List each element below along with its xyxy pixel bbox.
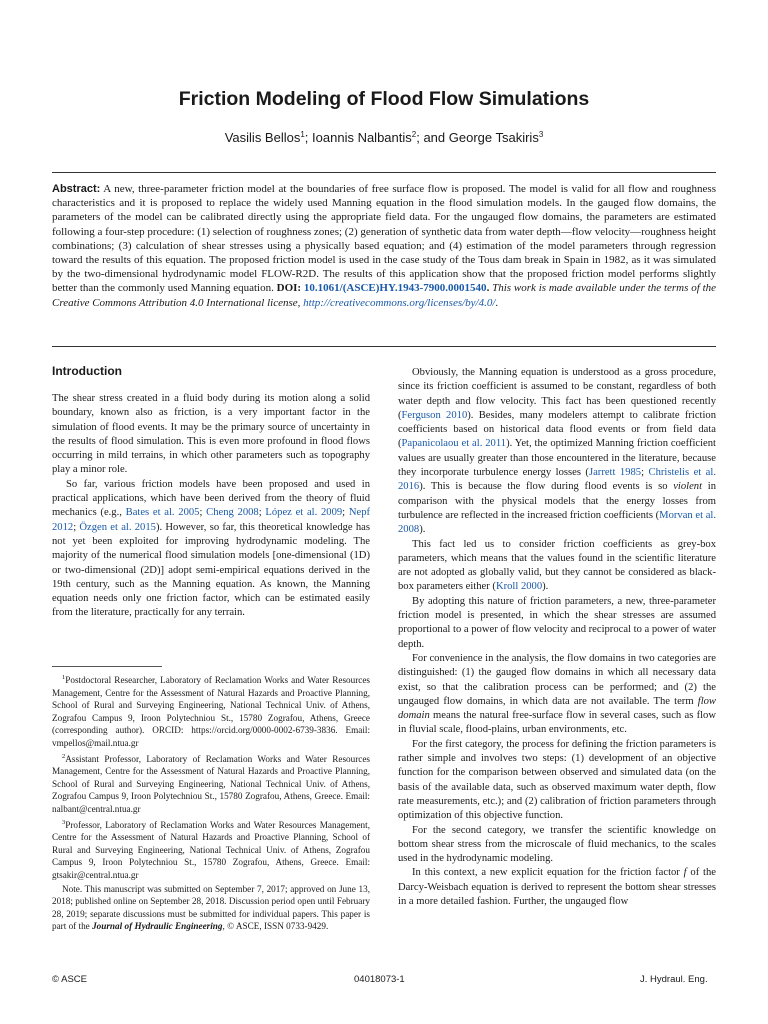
author-separator: ; [304, 130, 313, 145]
footnote-rule [52, 666, 162, 667]
author-name: George Tsakiris [448, 130, 539, 145]
text-run: ; [641, 467, 649, 479]
text-run: ; [342, 507, 349, 519]
author-line [0, 130, 768, 145]
right-paragraph-5: For the first category, the process for defining the friction parameters is rather simple and involves two steps: (1) development of an objective function for the comparison between observed and simulated data (on the basis of the available data, such as observed maximum water depth, flow rate measurements, etc.); and (2) calibration of friction parameters through optimization of this objective function. [398, 738, 716, 822]
doi-period: . [486, 282, 490, 295]
citation-link[interactable]: Ferguson 2010 [401, 409, 468, 421]
abstract-label: Abstract: [52, 183, 101, 195]
citation-link[interactable]: Kroll 2000 [495, 581, 543, 593]
affiliation-marker: 3 [538, 130, 544, 139]
license-period: . [495, 296, 499, 309]
text-run: Obviously, the Manning equation is understood as a gross procedure, since its friction coefficient is assumed to be constant, regardless of both water depth and flow velocity. This fact has been questioned recently ( [398, 367, 716, 421]
text-run: means the natural free-surface flow in several cases, such as flow in fluvial scale, flood-plains, urban environments, etc. [398, 710, 716, 736]
footnote-marker: 1 [62, 674, 66, 681]
citation-link[interactable]: Christelis et al. 2016 [398, 467, 716, 493]
citation-link[interactable]: Nepf 2012 [52, 507, 371, 533]
footnote-marker: 2 [62, 752, 66, 760]
text-run: ; [258, 507, 266, 519]
right-paragraph-2 [398, 538, 716, 595]
license-url: http://creativecommons.org/licenses/by/4.0/ [303, 296, 496, 309]
emphasis: violent [673, 481, 703, 493]
text-run: In this context, a new explicit equation for the friction factor [412, 867, 684, 879]
text-run: of the Darcy-Weisbach equation is derived to represent the bottom shear stresses in a more detailed fashion. Further, the ungauged flow [398, 867, 716, 907]
math-variable: f [683, 867, 687, 879]
footnote-3 [52, 817, 370, 882]
left-column [52, 364, 370, 621]
text-run: ). This is because the flow during flood events is so [419, 481, 674, 493]
footer-publisher: © ASCE [52, 974, 87, 985]
footnotes [52, 672, 370, 934]
right-paragraph-6: For the second category, we transfer the scientific knowledge on bottom shear stress from the microscale of fluid mechanics, to the scales used in the hydrodynamic modeling. [398, 824, 716, 865]
manuscript-note [52, 883, 370, 933]
emphasis: flow domain [398, 695, 716, 722]
intro-paragraph-1: The shear stress created in a fluid body during its motion along a solid boundary, known also as friction, is a very important factor in the simulation of flood events. It may be the primary source of uncertainty in the results of flood simulation. This is even more profound in flood flows occurring in mild terrains, in which other parameters such as topography play a minor role. [52, 393, 370, 476]
right-paragraph-3: By adopting this nature of friction parameters, a new, three-parameter friction model is presented, in which the shear stresses are assumed proportional to a power of flow velocity and reciprocal to a power of water depth. [398, 595, 716, 650]
citation-link[interactable]: Morvan et al. 2008 [398, 509, 716, 536]
paper-title: Friction Modeling of Flood Flow Simulations [178, 88, 590, 110]
note-text: , © ASCE, ISSN 0733-9429. [222, 921, 329, 932]
author-separator: ; and [416, 130, 449, 145]
right-paragraph-4 [398, 652, 716, 738]
footnote-text: Postdoctoral Researcher, Laboratory of Reclamation Works and Water Resources Management, Centre for the Assessment of Natural Hazards and Proactive Planning, School of Rural and Surveying Engineering, National Technical Univ. of Athens, Zografou Campus 9, Iroon Polytechniou St., 15780 Zografou, Athens, Greece (corresponding author). ORCID: https://orcid.org/0000-0002-6739-3836. Email: vmpellos@mail.ntua.gr [52, 675, 370, 748]
text-run: ; [73, 521, 80, 533]
author-name: Ioannis Nalbantis [312, 130, 412, 145]
footer-journal: J. Hydraul. Eng. [640, 974, 708, 985]
abstract-text: A new, three-parameter friction model at the boundaries of free surface flow is proposed. The model is valid for all flow and roughness characteristics and it is proposed to replace the widely used Manning equation in the flood simulation models. In the gauged flow domains, the parameters of the model can be calibrated directly using the appropriate field data. For the ungauged flow domains, the parameters are estimated following a four-step procedure: (1) selection of roughness zones; (2) generation of synthetic data from water depth—flow velocity—roughness height combinations; (3) calculation of shear stresses using a physically based equation; and (4) estimation of the model parameters through regression toward the results of this equation. The proposed friction model is used in the case study of the Tous dam break in Spain in 1982, as it was simulated by the two-dimensional hydrodynamic model FLOW-R2D. The results of this application show that the proposed friction model performs slightly better than the commonly used Manning equation. [52, 183, 716, 295]
doi-label: DOI: [276, 282, 302, 295]
abstract-bottom-rule [52, 346, 716, 347]
doi-link[interactable]: 10.1061/(ASCE)HY.1943-7900.0001540 [301, 282, 487, 295]
author-name: Vasilis Bellos [224, 130, 301, 145]
right-paragraph-7 [398, 866, 716, 909]
text-run: ; [199, 507, 207, 519]
abstract-top-rule [52, 172, 716, 173]
citation-link[interactable]: Cheng 2008 [206, 507, 259, 519]
intro-paragraph-2 [52, 478, 370, 621]
footnote-1 [52, 672, 370, 750]
citation-link[interactable]: Bates et al. 2005 [125, 507, 200, 519]
section-heading-introduction: Introduction [52, 364, 122, 378]
text-run: in comparison with the physical models that the energy losses from turbulence are reflected in the increased friction coefficients ( [398, 481, 716, 521]
footnote-text: Assistant Professor, Laboratory of Reclamation Works and Water Resources Management, Centre for the Assessment of Natural Hazards and Proactive Planning, School of Rural and Surveying Engineering, National Technical Univ. of Athens, Zografou Campus 9, Iroon Polytechniou St., 15780 Zografou, Athens, Greece. Email: nalbant@central.ntua.gr [52, 753, 370, 814]
citation-link[interactable]: Jarrett 1985 [588, 467, 642, 479]
affiliation-marker: 2 [411, 130, 417, 139]
citation-link[interactable]: Özgen et al. 2015 [79, 521, 156, 533]
text-run: So far, various friction models have been proposed and used in practical applications, which have been derived from the theory of fluid mechanics (e.g., [52, 478, 370, 519]
text-run: For convenience in the analysis, the flow domains in two categories are distinguished: (1) the gauged flow domains in which all necessary data exist, so that the calibration process can be performed; and (2) the ungauged flow domains, in which data are not available. The term [398, 652, 716, 707]
license-link[interactable] [303, 297, 495, 309]
footnote-marker: 3 [62, 818, 66, 826]
right-column [398, 366, 716, 909]
citation-link[interactable]: López et al. 2009 [265, 507, 343, 519]
footnote-text: Professor, Laboratory of Reclamation Works and Water Resources Management, Centre for the Assessment of Natural Hazards and Proactive Planning, School of Rural and Surveying Engineering, National Technical Univ. of Athens, Zografou Campus 9, Iroon Polytechniou St., 15780 Zografou, Athens, Greece. Email: gtsakir@central.ntua.gr [52, 819, 370, 880]
text-run: This fact led us to consider friction coefficients as grey-box parameters, which means that the values found in the scientific literature are not adopted as globally valid, but they cannot be considered as black-box parameters either ( [398, 538, 716, 593]
right-paragraph-1 [398, 366, 716, 538]
citation-link[interactable]: Papanicolaou et al. 2011 [401, 438, 507, 450]
text-run: ). [542, 581, 549, 593]
text-run: ). Besides, many modelers attempt to calibrate friction coefficients based on historical data flood events or from field data ( [398, 409, 717, 450]
affiliation-marker: 1 [300, 130, 305, 139]
journal-name: Journal of Hydraulic Engineering [92, 921, 223, 932]
footer-page-id: 04018073-1 [354, 974, 405, 985]
note-text: Note. This manuscript was submitted on September 7, 2017; approved on June 13, 2018; published online on September 28, 2018. Discussion period open until February 28, 2019; separate discussions must be submitted for individual papers. This paper is part of the [52, 883, 370, 932]
text-run: ). Yet, the optimized Manning friction coefficient values are usually greater than those encountered in the literature, because they incorporate turbulence energy losses ( [398, 438, 716, 479]
abstract [52, 182, 716, 310]
text-run: ). However, so far, this theoretical knowledge has not yet been exploited for improving hydrodynamic modeling. The majority of the numerical flood simulation models [one-dimensional (1D) or two-dimensional (2D)] adopt semi-empirical equations derived in the 19th century, such as the Manning equation. As known, the Manning equation needs only one friction factor, which can be estimated easily from the literature, practically for any terrain. [52, 521, 370, 619]
text-run: ). [419, 524, 426, 536]
footnote-2 [52, 751, 370, 816]
license-text: This work is made available under the terms of the Creative Commons Attribution 4.0 International license, [52, 282, 717, 309]
